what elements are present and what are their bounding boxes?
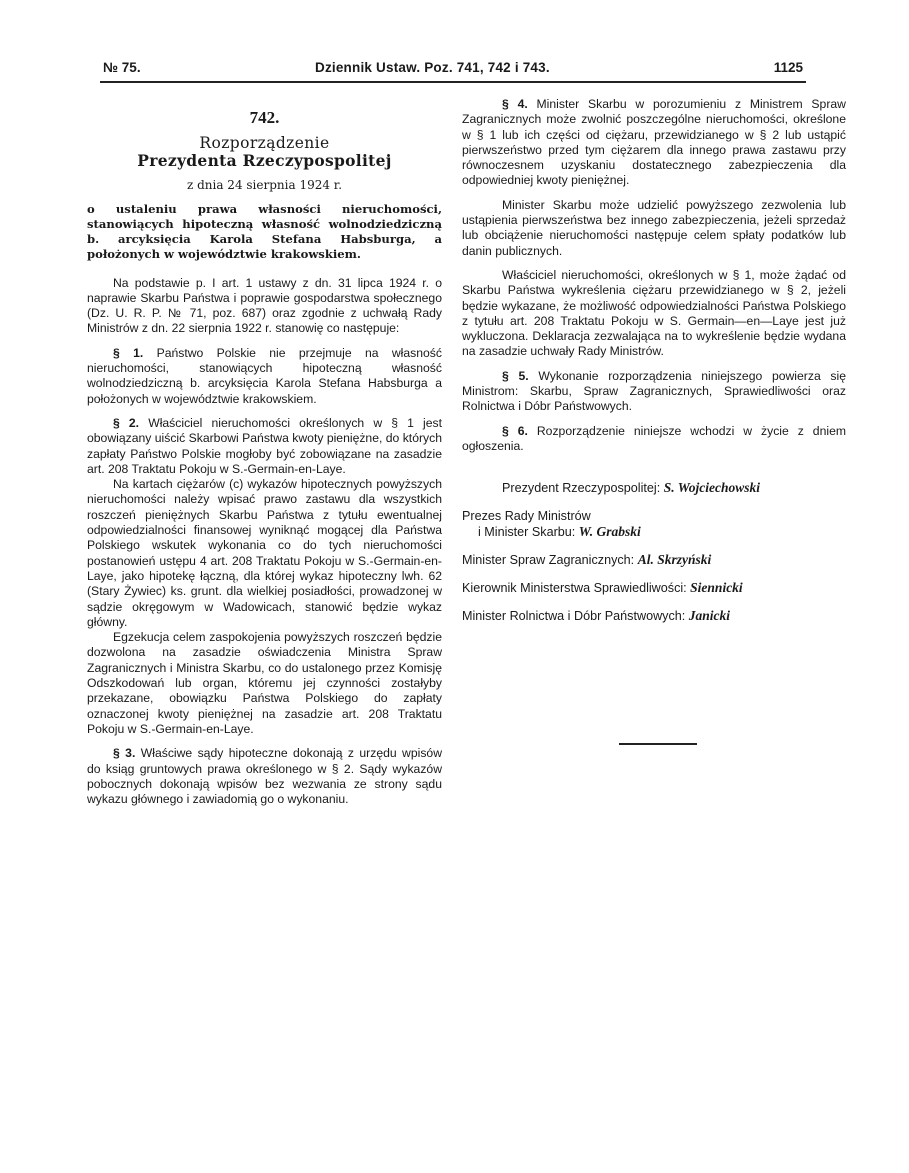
end-divider bbox=[619, 743, 697, 745]
signature-name: Al. Skrzyński bbox=[637, 552, 712, 568]
issue-number: № 75. bbox=[103, 60, 141, 75]
section-6 bbox=[462, 424, 846, 455]
section-label: § 3. bbox=[113, 746, 136, 761]
act-subject: o ustaleniu prawa własności nieruchomości, stanowiących hipoteczną własność wolnodziedziczną b. arcyksięcia Karola Stefana Habsburga, a położonych w województwie krakowskiem. bbox=[87, 201, 442, 261]
left-column bbox=[87, 110, 442, 807]
page-number: 1125 bbox=[773, 60, 803, 75]
section-4 bbox=[462, 97, 846, 189]
signature-role: Kierownik Ministerstwa Sprawiedliwości: bbox=[462, 581, 687, 596]
section-label: § 1. bbox=[113, 345, 144, 360]
page-header bbox=[103, 60, 803, 82]
signature-role: Prezes Rady Ministrów bbox=[462, 509, 591, 524]
section-5 bbox=[462, 369, 846, 415]
signature-role-line2: i Minister Skarbu: bbox=[478, 525, 576, 540]
section-3 bbox=[87, 746, 442, 807]
signature-foreign-minister bbox=[462, 552, 846, 568]
section-label: § 4. bbox=[502, 97, 528, 111]
signature-justice-head bbox=[462, 580, 846, 596]
signature-prime-minister bbox=[462, 508, 846, 540]
signature-name: S. Wojciechowski bbox=[663, 480, 760, 496]
act-date: z dnia 24 sierpnia 1924 r. bbox=[186, 178, 343, 193]
section-2-paragraph-2: Na kartach ciężarów (c) wykazów hipotecznych powyższych nieruchomości należy wpisać prawo zastawu dla wszystkich roszczeń pieniężnych Skarbu Państwa z tytułu ewentualnej odpowiedzialności finansowej wyniknąć mogącej dla Państwa Polskiego wskutek wykonania co do tych nieruchomości postanowień ustępu 4 art. 208 Traktatu Pokoju w S.-Germain-en-Laye, jako hipotekę łączną, dla której wykaz hipoteczny lwh. 62 (Stary Żywiec) ks. grunt. dla wielkiej posiadłości, prowadzonej w sądzie okręgowym w Wadowicach, stanowić będzie wykaz główny. bbox=[87, 477, 442, 629]
position-number: 742. bbox=[249, 108, 280, 127]
preamble: Na podstawie p. I art. 1 ustawy z dn. 31 lipca 1924 r. o naprawie Skarbu Państwa i poprawie gospodarstwa społecznego (Dz. U. R. P. № 71, poz. 687) oraz zgodnie z uchwałą Rady Ministrów z dn. 22 sierpnia 1922 r. stanowię co następuje: bbox=[87, 275, 442, 336]
right-column bbox=[462, 97, 846, 624]
journal-title: Dziennik Ustaw. Poz. 741, 742 i 743. bbox=[315, 60, 550, 75]
section-text: Wykonanie rozporządzenia niniejszego powierza się Ministrom: Skarbu, Spraw Zagranicznych, Sprawiedliwości oraz Rolnictwa i Dóbr Państwowych. bbox=[462, 368, 846, 414]
signature-name: W. Grabski bbox=[578, 524, 641, 540]
section-text: Minister Skarbu w porozumieniu z Ministrem Spraw Zagranicznych może zwolnić poszczególne nieruchomości, określone w § 1 lub ich części od ciężaru, przewidzianego w § 2 lub ustąpić pierwszeństwo przed tym ciężarem dla innego prawa zastawu przy równoczesnem uzyskaniu dostatecznego zabezpieczenia dla odpowiedniej kwoty pieniężnej. bbox=[462, 97, 846, 188]
section-2 bbox=[87, 416, 442, 477]
signature-president bbox=[462, 480, 846, 496]
section-4-paragraph-3: Właściciel nieruchomości, określonych w § 1, może żądać od Skarbu Państwa wykreślenia ciężaru przewidzianego w § 2, jeżeli będzie wykazane, że możliwość odpowiedzialności Państwa Polskiego z tytułu art. 208 Traktatu Pokoju w S. Germain—en—Laye jest już wykluczona. Deklaracja zezwalająca na to wykreślenie będzie wydana na zasadzie uchwały Rady Ministrów. bbox=[462, 267, 846, 359]
section-label: § 2. bbox=[113, 415, 140, 430]
section-4-paragraph-2: Minister Skarbu może udzielić powyższego zezwolenia lub ustąpienia pierwszeństwa bez innego zabezpieczenia, jeżeli sprzedaż lub obciążenie nieruchomości następuje celem spłaty podatków lub danin publicznych. bbox=[462, 197, 846, 258]
section-label: § 6. bbox=[502, 423, 528, 438]
signature-role: Prezydent Rzeczypospolitej: bbox=[502, 481, 661, 496]
act-issuer: Prezydenta Rzeczypospolitej bbox=[137, 151, 392, 171]
signature-name: Janicki bbox=[688, 608, 731, 624]
signature-agriculture-minister bbox=[462, 608, 846, 624]
section-text: Właściciel nieruchomości określonych w § 1 jest obowiązany uiścić Skarbowi Państwa kwoty pieniężne, do których zapłaty Państwo Polskie mogłoby być zobowiązane na zasadzie art. 208 Traktatu Pokoju w S.-Germain-en-Laye. bbox=[87, 415, 442, 476]
section-1 bbox=[87, 346, 442, 407]
section-text: Właściwe sądy hipoteczne dokonają z urzędu wpisów do ksiąg gruntowych prawa określonego w § 2. Sądy wykazów pobocznych dokonają wpisów bez wezwania ze strony sądu wykazu głównego i zawiadomią go o wykonaniu. bbox=[87, 746, 442, 807]
section-text: Rozporządzenie niniejsze wchodzi w życie z dniem ogłoszenia. bbox=[462, 423, 846, 453]
signature-name: Siennicki bbox=[690, 580, 743, 596]
section-text: Państwo Polskie nie przejmuje na własność nieruchomości, stanowiących hipoteczną własność wolnodziedziczną b. arcyksięcia Karola Stefana Habsburga a położonych w województwie krakowskiem. bbox=[87, 345, 442, 406]
section-2-paragraph-3: Egzekucja celem zaspokojenia powyższych roszczeń będzie dozwolona na zasadzie oświadczenia Ministra Spraw Zagranicznych i Ministra Skarbu, co do ustalonego przez Komisję Odszkodowań lub organ, któremu jej czynności zostałyby przekazane, obowiązku Państwa Polskiego do zapłaty oznaczonej kwoty pieniężnej na zasadzie art. 208 Traktatu Pokoju w S.-Germain-en-Laye. bbox=[87, 630, 442, 736]
section-label: § 5. bbox=[502, 368, 529, 383]
signature-role: Minister Spraw Zagranicznych: bbox=[462, 553, 635, 568]
header-rule bbox=[100, 81, 806, 83]
act-type: Rozporządzenie bbox=[199, 134, 330, 153]
signature-role: Minister Rolnictwa i Dóbr Państwowych: bbox=[462, 609, 686, 624]
